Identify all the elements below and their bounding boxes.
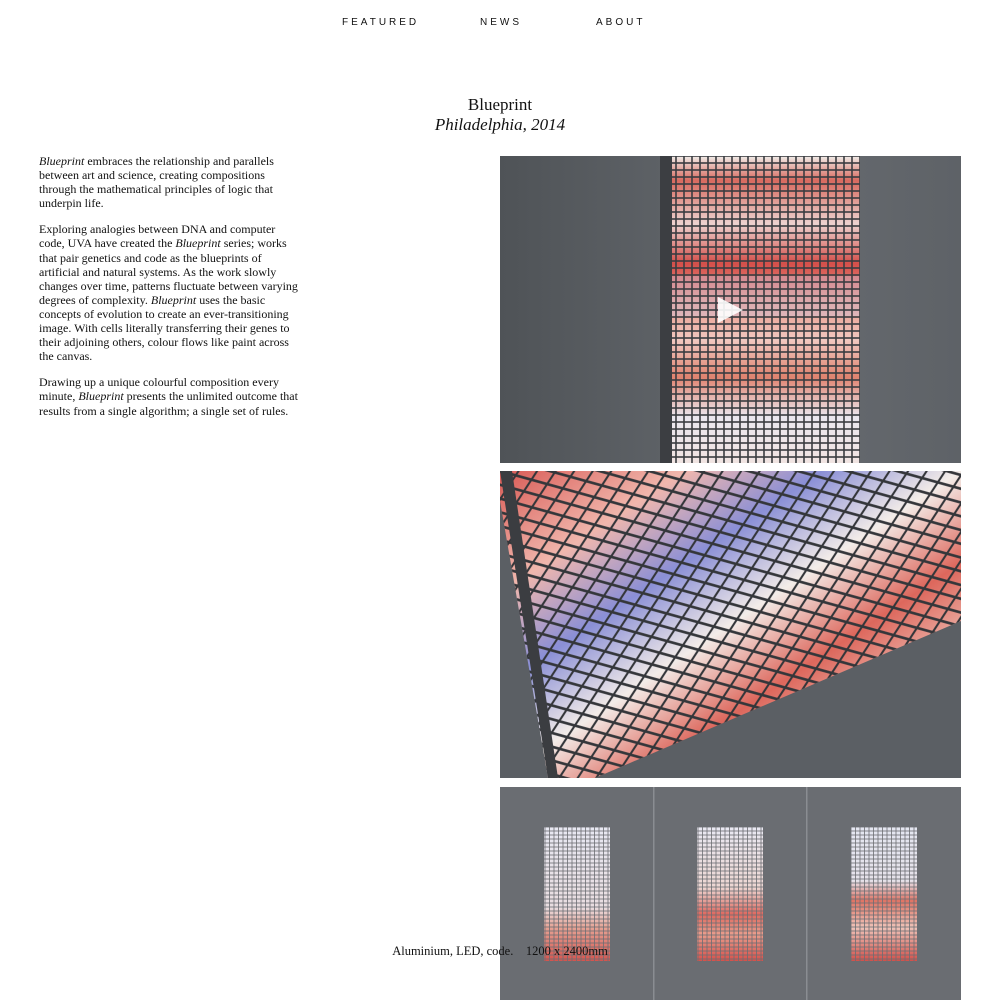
description-text: uses the basic concepts of evolution to create an ever-transitioning image. With cells literally transferring their genes to their adjoining others, colour flows like paint across the canvas. bbox=[39, 292, 290, 364]
main-nav bbox=[0, 17, 1000, 31]
artwork-name-italic: Blueprint bbox=[150, 292, 197, 307]
description-paragraph-3 bbox=[39, 375, 301, 417]
nav-news[interactable]: NEWS bbox=[480, 17, 522, 28]
description-paragraph-2 bbox=[39, 222, 301, 363]
description-text: embraces the relationship and parallels between art and science, creating compositions through the mathematical principles of logic that underpin life. bbox=[39, 154, 274, 211]
artwork-description bbox=[39, 154, 301, 430]
three-panels bbox=[500, 787, 961, 1000]
description-text: series; works that pair genetics and code as the blueprints of artificial and natural systems. As the work slowly changes over time, patterns fluctuate between varying degrees of complexity. bbox=[39, 236, 298, 307]
video-still-image bbox=[500, 156, 961, 463]
description-text: presents the unlimited outcome that results from a single algorithm; a single set of rules. bbox=[39, 389, 298, 418]
nav-featured[interactable]: FEATURED bbox=[342, 17, 420, 28]
nav-about[interactable]: ABOUT bbox=[596, 17, 646, 28]
artwork-caption: Aluminium, LED, code. 1200 x 2400mm bbox=[392, 944, 608, 958]
artwork-name-italic: Blueprint bbox=[175, 236, 221, 251]
description-paragraph-1 bbox=[39, 154, 301, 210]
artwork-series-image bbox=[500, 787, 961, 1000]
artwork-name-italic: Blueprint bbox=[78, 389, 124, 404]
artwork-detail-image bbox=[500, 471, 961, 778]
artwork-location-year: Philadelphia, 2014 bbox=[434, 115, 566, 134]
video-thumbnail[interactable] bbox=[500, 156, 961, 463]
description-text: Exploring analogies between DNA and computer code, UVA have created the bbox=[39, 222, 276, 251]
description-text: Drawing up a unique colourful composition every minute, bbox=[39, 375, 279, 404]
artwork-title: Blueprint bbox=[467, 95, 533, 114]
artwork-header bbox=[0, 95, 1000, 135]
artwork-name-italic: Blueprint bbox=[39, 154, 85, 168]
led-grid-closeup bbox=[500, 471, 961, 778]
